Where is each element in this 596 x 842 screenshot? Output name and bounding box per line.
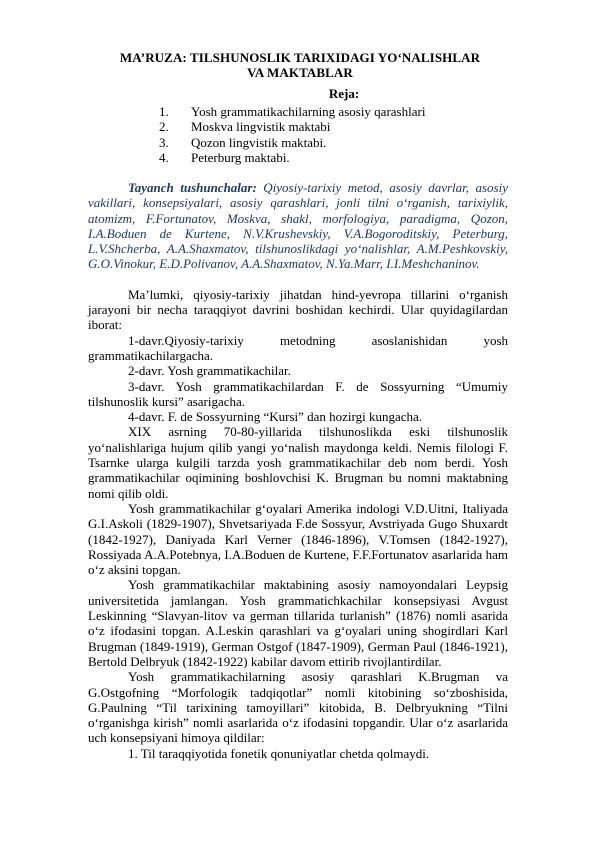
paragraph-ideas-spread: Yosh grammatikachilar g‘oyalari Amerika indologi V.D.Uitni, Italiyada G.I.Askoli (1829-1907), Shvetsariyada F.de Sossyur, Avstriyada Gugo Shuxardt (1842-1927), Daniyada Karl Verner (1846-1896), V.Tomsen (1842-1927), Rossiyada A.A.Potebnya, I.A.Boduen de Kurtene, F.F.Fortunatov asarlarida ham o‘z aksini topgan.: [88, 500, 508, 578]
plan-item-number: 2.: [159, 119, 169, 135]
keywords-paragraph: [88, 180, 508, 272]
plan-item-text: Qozon lingvistik maktabi.: [191, 134, 327, 150]
paragraph-gap: [88, 272, 508, 287]
plan-item-number: 1.: [159, 104, 169, 119]
period-1-line: [88, 333, 508, 348]
plan-item: [159, 119, 425, 134]
period-1-continuation: grammatikachilargacha.: [88, 347, 214, 363]
period-1-word: asoslanishidan: [371, 332, 448, 348]
plan-item: [159, 135, 425, 150]
period-1-word: yosh: [483, 332, 508, 348]
keywords-label: Tayanch tushunchalar:: [128, 180, 257, 195]
plan-item: [159, 104, 425, 119]
plan-list: [159, 104, 425, 166]
paragraph-neogrammarians-origin: XIX asrning 70-80-yillarida tilshunoslikda eski tilshunoslik yo‘nalishlariga hujum qilib yangi yo‘nalish maydonga keldi. Nemis filologi F. Tsarnke ularga kulgili tarzda yosh grammatikachilar deb nom berdi. Yosh grammatikachilar oqimining boshlovchisi K. Brugman bu nomni maktabning nomi qilib oldi.: [88, 424, 508, 501]
period-1-word: metodning: [279, 332, 336, 348]
period-2: 2-davr. Yosh grammatikachilar.: [128, 363, 291, 379]
lecture-title: MA’RUZA: TILSHUNOSLIK TARIXIDAGI YO‘NALISHLAR VA MAKTABLAR: [119, 50, 481, 80]
keywords-text: Qiyosiy-tarixiy metod, asosiy davrlar, asosiy vakillari, konsepsiyalari, asosiy qarashlari, jonli tilni o‘rganish, tarixiylik, atomizm, F.Fortunatov, Moskva, shakl, morfologiya, paradigma, Qozon, I.A.Boduen de Kurtene, N.V.Krushevskiy, V.A.Bogoroditskiy, Peterburg, L.V.Shcherba, A.A.Shaxmatov, tilshunoslikdagi yo‘nalishlar, A.M.Peshkovskiy, G.O.Vinokur, E.D.Polivanov, A.A.Shaxmatov, N.Ya.Marr, I.I.Meshchaninov.: [88, 180, 508, 272]
period-3: 3-davr. Yosh grammatikachilardan F. de Sossyurning “Umumiy tilshunoslik kursi” asarigacha.: [88, 378, 508, 409]
period-4: 4-davr. F. de Sossyurning “Kursi” dan hozirgi kungacha.: [128, 409, 423, 425]
intro-paragraph: Ma’lumki, qiyosiy-tarixiy jihatdan hind-yevropa tillarini o‘rganish jarayoni bir necha taraqqiyot davrini boshidan kechirdi. Ular quyidagilardan iborat:: [88, 286, 508, 333]
plan-item-number: 3.: [159, 134, 169, 150]
plan-heading: Reja:: [328, 86, 360, 101]
paragraph-leipzig: Yosh grammatikachilar maktabining asosiy namoyondalari Leypsig universitetida jamlangan. Yosh grammatichkachilar konsepsiyasi Avgust Leskinning “Slavyan-litov va german tillarida turlanish” (1876) nomli asarida o‘z ifodasini topgan. A.Leskin qarashlari va g‘oyalari uning shogirdlari Karl Brugman (1849-1919), German Ostgof (1847-1909), German Paul (1846-1921), Bertold Delbryuk (1842-1922) kabilar davom ettirib rivojlantirdilar.: [88, 577, 508, 669]
plan-item: [159, 150, 425, 165]
paragraph-main-views: Yosh grammatikachilarning asosiy qarashlari K.Brugman va G.Ostgofning “Morfologik tadqiqotlar” nomli kitobining so‘zboshisida, G.Paulning “Til tarixining tamoyillari” kitobida, B. Delbryukning “Tilni o‘rganishga kirish” nomli asarlarida o‘z ifodasini topgandir. Ular o‘z asarlarida uch konsepsiyani himoya qildilar:: [88, 669, 508, 746]
body-text: [88, 180, 508, 761]
plan-item-text: Moskva lingvistik maktabi: [191, 119, 331, 135]
period-1-word: 1-davr.Qiyosiy-tarixiy: [128, 332, 244, 348]
plan-item-number: 4.: [159, 150, 169, 166]
plan-item-text: Yosh grammatikachilarning asosiy qarashlari: [191, 104, 426, 119]
plan-item-text: Peterburg maktabi.: [191, 150, 290, 166]
paragraph-concept-1: 1. Til taraqqiyotida fonetik qonuniyatlar chetda qolmaydi.: [128, 745, 430, 761]
